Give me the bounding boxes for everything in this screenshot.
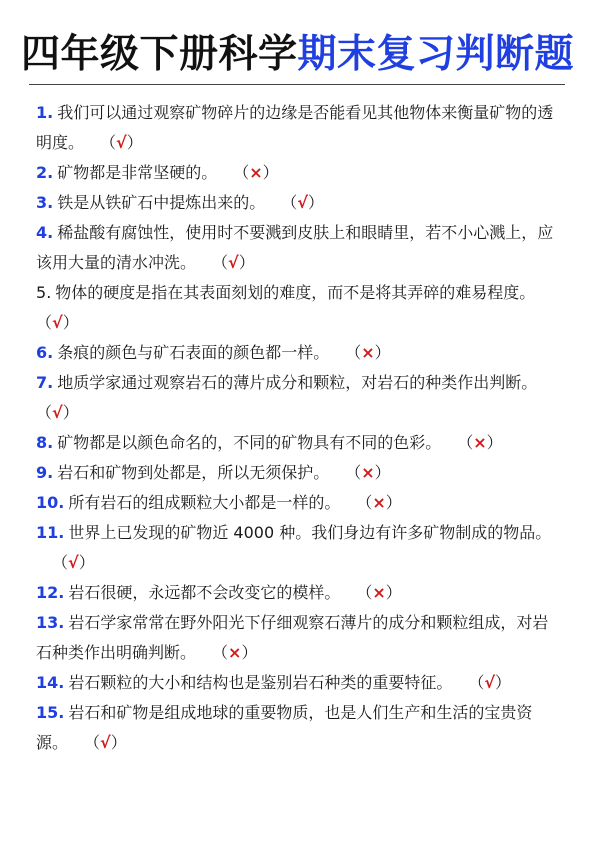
question-text: 岩石很硬，永远都不会改变它的模样。 xyxy=(68,583,341,602)
question-number: 8. xyxy=(36,433,54,452)
question-number: 6. xyxy=(36,343,54,362)
question-text: 稀盐酸有腐蚀性，使用时不要溅到皮肤上和眼睛里，若不小心溅上，应该用大量的清水冲洗。 xyxy=(36,223,554,272)
question-text: 岩石颗粒的大小和结构也是鉴别岩石种类的重要特征。 xyxy=(68,673,453,692)
question-number: 9. xyxy=(36,463,54,482)
question-item xyxy=(36,608,564,668)
answer-mark: × xyxy=(473,433,487,452)
answer-box: （√） xyxy=(84,733,127,752)
question-number: 5. xyxy=(36,283,52,302)
question-number: 10. xyxy=(36,493,65,512)
question-text: 地质学家通过观察岩石的薄片成分和颗粒，对岩石的种类作出判断。 xyxy=(57,373,538,392)
question-number: 12. xyxy=(36,583,65,602)
question-list xyxy=(36,98,564,758)
title-divider xyxy=(29,84,565,85)
answer-box: （×） xyxy=(345,343,391,362)
question-item xyxy=(36,218,564,278)
question-item xyxy=(36,158,564,188)
question-number: 1. xyxy=(36,103,54,122)
answer-box: （√） xyxy=(468,673,512,692)
question-item xyxy=(36,278,564,338)
question-item xyxy=(36,518,564,578)
answer-mark: × xyxy=(372,583,386,602)
answer-mark: √ xyxy=(68,553,79,572)
question-item xyxy=(36,338,564,368)
answer-box: （√） xyxy=(100,133,143,152)
question-item xyxy=(36,488,564,518)
answer-box: （√） xyxy=(281,193,324,212)
answer-box: （√） xyxy=(52,553,95,572)
question-text: 岩石和矿物到处都是，所以无须保护。 xyxy=(57,463,330,482)
answer-mark: √ xyxy=(52,403,63,422)
question-text: 铁是从铁矿石中提炼出来的。 xyxy=(57,193,266,212)
question-text: 物体的硬度是指在其表面刻划的难度，而不是将其弄碎的难易程度。 xyxy=(55,283,536,302)
answer-mark: √ xyxy=(228,253,239,272)
answer-mark: √ xyxy=(52,313,63,332)
question-number: 2. xyxy=(36,163,54,182)
question-number: 15. xyxy=(36,703,65,722)
question-text: 我们可以通过观察矿物碎片的边缘是否能看见其他物体来衡量矿物的透明度。 xyxy=(36,103,554,152)
question-item xyxy=(36,428,564,458)
question-item xyxy=(36,368,564,428)
answer-box: （×） xyxy=(356,493,402,512)
question-number: 13. xyxy=(36,613,65,632)
question-number: 14. xyxy=(36,673,65,692)
answer-box: （√） xyxy=(36,313,79,332)
question-item xyxy=(36,188,564,218)
answer-box: （√） xyxy=(36,403,79,422)
question-text: 矿物都是非常坚硬的。 xyxy=(57,163,218,182)
answer-box: （×） xyxy=(457,433,503,452)
question-text: 所有岩石的组成颗粒大小都是一样的。 xyxy=(68,493,341,512)
answer-mark: √ xyxy=(484,673,496,692)
answer-mark: × xyxy=(228,643,242,662)
answer-box: （×） xyxy=(233,163,279,182)
question-text: 条痕的颜色与矿石表面的颜色都一样。 xyxy=(57,343,330,362)
question-number: 11. xyxy=(36,523,65,542)
answer-mark: × xyxy=(372,493,386,512)
title-part-grade: 四年级下册科学 xyxy=(20,32,298,77)
question-item xyxy=(36,668,564,698)
page-title xyxy=(0,30,595,80)
answer-box: （×） xyxy=(356,583,402,602)
question-number: 4. xyxy=(36,223,54,242)
question-number: 7. xyxy=(36,373,54,392)
question-text: 岩石和矿物是组成地球的重要物质，也是人们生产和生活的宝贵资源。 xyxy=(36,703,533,752)
answer-mark: × xyxy=(361,463,375,482)
question-item xyxy=(36,98,564,158)
answer-box: （√） xyxy=(212,253,255,272)
answer-mark: √ xyxy=(100,733,111,752)
question-item xyxy=(36,698,564,758)
question-number: 3. xyxy=(36,193,54,212)
question-text: 岩石学家常常在野外阳光下仔细观察石薄片的成分和颗粒组成，对岩石种类作出明确判断。 xyxy=(36,613,549,662)
question-item xyxy=(36,578,564,608)
answer-mark: √ xyxy=(116,133,127,152)
title-part-topic: 期末复习判断题 xyxy=(297,32,575,77)
question-text: 矿物都是以颜色命名的，不同的矿物具有不同的色彩。 xyxy=(57,433,442,452)
answer-box: （×） xyxy=(212,643,258,662)
question-item xyxy=(36,458,564,488)
answer-mark: √ xyxy=(297,193,308,212)
answer-mark: × xyxy=(361,343,375,362)
answer-mark: × xyxy=(249,163,263,182)
answer-box: （×） xyxy=(345,463,391,482)
question-text: 世界上已发现的矿物近 4000 种。我们身边有许多矿物制成的物品。 xyxy=(68,523,552,542)
